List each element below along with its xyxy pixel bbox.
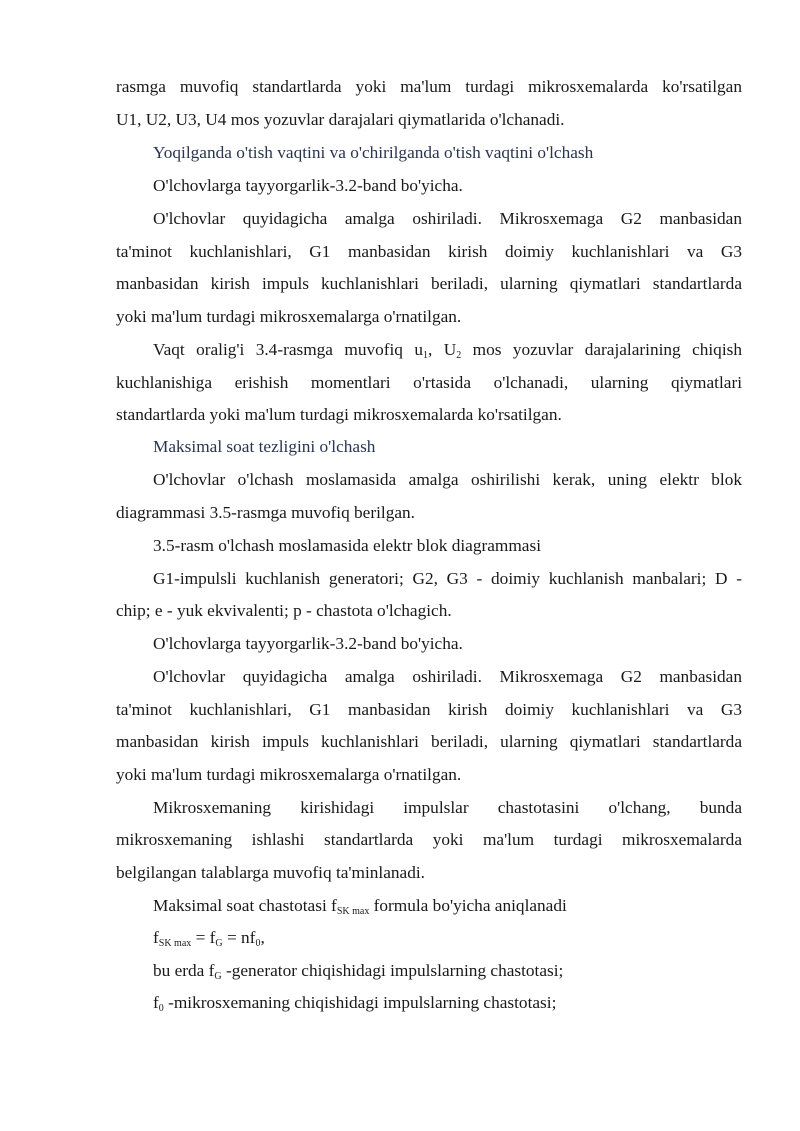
subscript: 0 — [158, 1003, 164, 1014]
text-fragment: formula bo'yicha aniqlanadi — [369, 896, 567, 915]
text-line: O'lchovlar o'lchash moslamasida amalga oshirilishi kerak, uning elektr blok — [153, 470, 742, 489]
text-fragment: f — [153, 993, 159, 1012]
subscript: SK max — [336, 906, 370, 917]
text-fragment: bu erda f — [153, 961, 215, 980]
figure-caption: 3.5-rasm o'lchash moslamasida elektr blok diagrammasi — [153, 536, 542, 555]
text-line: manbasidan kirish impuls kuchlanishlari beriladi, ularning qiymatlari standartlarda — [116, 274, 742, 293]
text-line: ta'minot kuchlanishlari, G1 manbasidan kirish doimiy kuchlanishlari va G3 — [116, 242, 742, 261]
text-line: ta'minot kuchlanishlari, G1 manbasidan kirish doimiy kuchlanishlari va G3 — [116, 700, 742, 719]
subscript: G — [215, 938, 223, 949]
paragraph-7 — [153, 892, 742, 920]
definition-f0 — [153, 989, 742, 1017]
text-line: rasmga muvofiq standartlarda yoki ma'lum turdagi mikrosxemalarda ko'rsatilgan — [116, 77, 742, 96]
text-fragment: , U — [428, 340, 457, 359]
subscript: 2 — [456, 350, 462, 361]
section-heading-max-clock: Maksimal soat tezligini o'lchash — [153, 437, 376, 456]
text-fragment: -generator chiqishidagi impulslarning chastotasi; — [221, 961, 564, 980]
text-fragment: -mikrosxemaning chiqishidagi impulslarning chastotasi; — [163, 993, 557, 1012]
text-fragment: = f — [191, 928, 216, 947]
preparation-note: O'lchovlarga tayyorgarlik-3.2-band bo'yicha. — [153, 176, 463, 195]
subscript: SK max — [158, 938, 192, 949]
text-line: diagrammasi 3.5-rasmga muvofiq berilgan. — [116, 503, 415, 522]
text-line: Mikrosxemaning kirishidagi impulslar chastotasini o'lchang, bunda — [153, 798, 742, 817]
section-heading-switching-time: Yoqilganda o'tish vaqtini va o'chirilganda o'tish vaqtini o'lchash — [153, 143, 594, 162]
text-fragment: f — [153, 928, 159, 947]
text-line: O'lchovlar quyidagicha amalga oshiriladi. Mikrosxemaga G2 manbasidan — [153, 209, 742, 228]
text-line: kuchlanishiga erishish momentlari o'rtasida o'lchanadi, ularning qiymatlari — [116, 373, 742, 392]
text-line: manbasidan kirish impuls kuchlanishlari beriladi, ularning qiymatlari standartlarda — [116, 732, 742, 751]
text-line: standartlarda yoki ma'lum turdagi mikrosxemalarda ko'rsatilgan. — [116, 405, 562, 424]
preparation-note: O'lchovlarga tayyorgarlik-3.2-band bo'yicha. — [153, 634, 463, 653]
formula — [153, 924, 742, 952]
text-fragment: = nf — [222, 928, 256, 947]
subscript: 0 — [255, 938, 261, 949]
text-line: U1, U2, U3, U4 mos yozuvlar darajalari qiymatlarida o'lchanadi. — [116, 110, 565, 129]
text-fragment: Maksimal soat chastotasi f — [153, 896, 337, 915]
text-line — [153, 336, 742, 364]
text-fragment: Vaqt oralig'i 3.4-rasmga muvofiq u — [153, 340, 423, 359]
text-line: mikrosxemaning ishlashi standartlarda yoki ma'lum turdagi mikrosxemalarda — [116, 830, 742, 849]
text-line: yoki ma'lum turdagi mikrosxemalarga o'rnatilgan. — [116, 765, 462, 784]
subscript: G — [214, 971, 222, 982]
text-line: G1-impulsli kuchlanish generatori; G2, G3 - doimiy kuchlanish manbalari; D - — [153, 569, 742, 588]
text-line: chip; e - yuk ekvivalenti; p - chastota o'lchagich. — [116, 601, 452, 620]
text-line: O'lchovlar quyidagicha amalga oshiriladi. Mikrosxemaga G2 manbasidan — [153, 667, 742, 686]
text-fragment: , — [260, 928, 265, 947]
subscript: 1 — [423, 350, 428, 361]
text-fragment: mos yozuvlar darajalarining chiqish — [461, 340, 742, 359]
text-line: yoki ma'lum turdagi mikrosxemalarga o'rnatilgan. — [116, 307, 462, 326]
definition-fg — [153, 957, 742, 985]
text-line: belgilangan talablarga muvofiq ta'minlanadi. — [116, 863, 425, 882]
